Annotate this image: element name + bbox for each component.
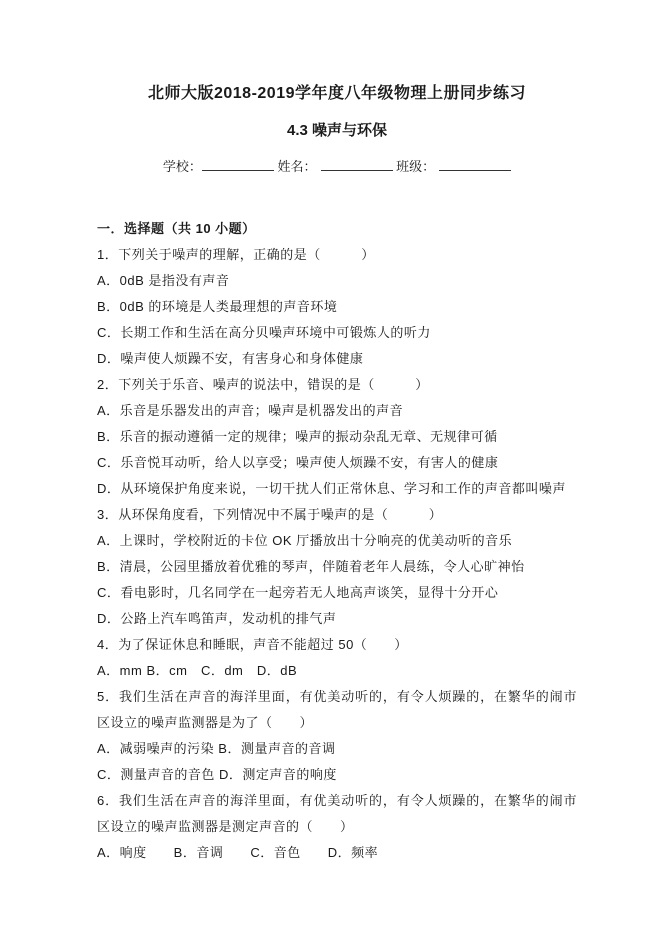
question-1-option-a: A．0dB 是指没有声音 xyxy=(97,273,230,288)
section-heading: 一．选择题（共 10 小题） xyxy=(97,221,256,236)
question-1-option-c: C．长期工作和生活在高分贝噪声环境中可锻炼人的听力 xyxy=(97,325,431,340)
name-blank-field xyxy=(321,156,393,171)
question-2-stem: 2．下列关于乐音、噪声的说法中，错误的是（ ） xyxy=(97,377,429,392)
question-2-option-c: C．乐音悦耳动听，给人以享受；噪声使人烦躁不安，有害人的健康 xyxy=(97,455,499,470)
school-blank-field xyxy=(202,156,274,171)
question-3-option-a: A．上课时，学校附近的卡位 OK 厅播放出十分响亮的优美动听的音乐 xyxy=(97,533,513,548)
question-5-options-row-cd: C．测量声音的音色 D．测定声音的响度 xyxy=(97,767,337,782)
question-2-option-d: D．从环境保护角度来说，一切干扰人们正常休息、学习和工作的声音都叫噪声 xyxy=(97,481,566,496)
question-5-stem: 5．我们生活在声音的海洋里面，有优美动听的，有令人烦躁的，在繁华的闹市区设立的噪声监测器是为了（ ） xyxy=(97,689,577,730)
question-4-options-row: A．mm B．cm C．dm D．dB xyxy=(97,663,298,678)
question-5-options-row-ab: A．减弱噪声的污染 B．测量声音的音调 xyxy=(97,741,336,756)
question-3-stem: 3．从环保角度看，下列情况中不属于噪声的是（ ） xyxy=(97,507,443,522)
class-label: 班级： xyxy=(396,159,436,174)
class-blank-field xyxy=(439,156,511,171)
question-1-option-b: B．0dB 的环境是人类最理想的声音环境 xyxy=(97,299,338,314)
school-label: 学校： xyxy=(162,159,202,174)
question-6-stem: 6．我们生活在声音的海洋里面，有优美动听的，有令人烦躁的，在繁华的闹市区设立的噪声监测器是测定声音的（ ） xyxy=(97,793,577,834)
question-1-stem: 1．下列关于噪声的理解，正确的是（ ） xyxy=(97,247,375,262)
question-3-option-b: B．清晨，公园里播放着优雅的琴声，伴随着老年人晨练，令人心旷神怡 xyxy=(97,559,525,574)
question-4-stem: 4．为了保证休息和睡眠，声音不能超过 50（ ） xyxy=(97,637,408,652)
lesson-title: 4.3 噪声与环保 xyxy=(286,122,388,139)
questions-body xyxy=(97,216,577,866)
name-label: 姓名： xyxy=(277,159,317,174)
document-title: 北师大版2018-2019学年度八年级物理上册同步练习 xyxy=(147,85,527,102)
question-6-options-row: A．响度 B．音调 C．音色 D．频率 xyxy=(97,845,379,860)
question-2-option-b: B．乐音的振动遵循一定的规律；噪声的振动杂乱无章、无规律可循 xyxy=(97,429,498,444)
question-2-option-a: A．乐音是乐器发出的声音；噪声是机器发出的声音 xyxy=(97,403,404,418)
student-info-line xyxy=(97,156,577,176)
question-1-option-d: D．噪声使人烦躁不安，有害身心和身体健康 xyxy=(97,351,364,366)
question-3-option-d: D．公路上汽车鸣笛声，发动机的排气声 xyxy=(97,611,337,626)
question-3-option-c: C．看电影时，几名同学在一起旁若无人地高声谈笑，显得十分开心 xyxy=(97,585,499,600)
